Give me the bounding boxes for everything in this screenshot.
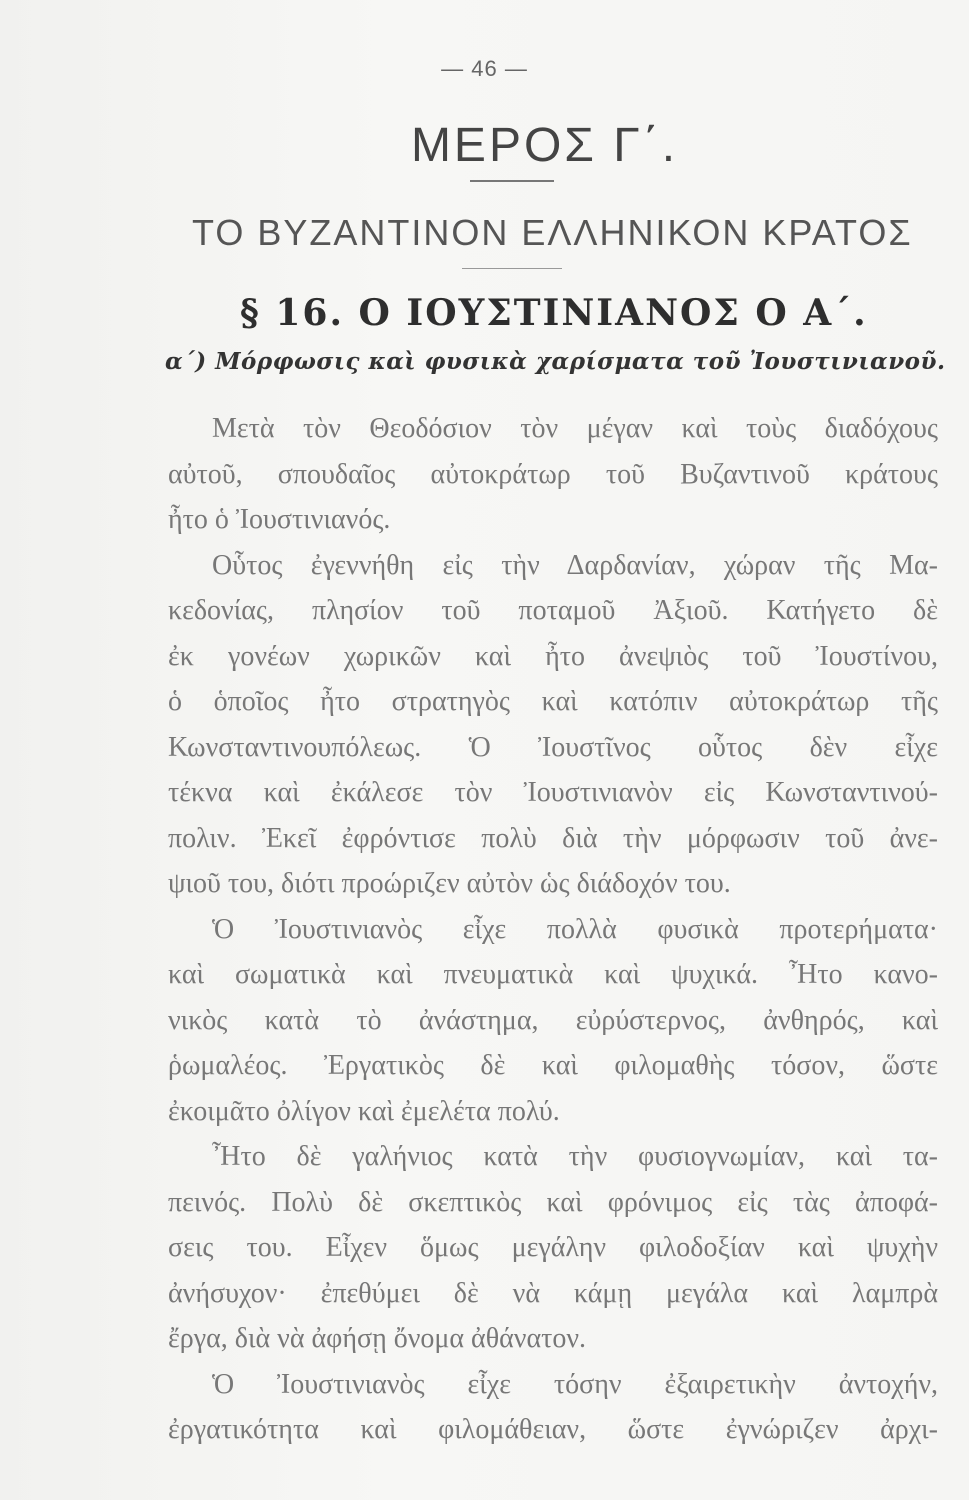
section-heading: § 16. Ο ΙΟΥΣΤΙΝΙΑΝΟΣ Ο Α΄. (240, 292, 868, 334)
text-line: ὁ ὁποῖος ἦτο στρατηγὸς καὶ κατόπιν αὐτοκράτωρ τῆς (168, 686, 938, 717)
text-line: ἐργατικότητα καὶ φιλομάθειαν, ὥστε ἐγνώριζεν ἀρχι- (168, 1414, 938, 1445)
text-line: ἀνήσυχον· ἐπεθύμει δὲ νὰ κάμῃ μεγάλα καὶ λαμπρὰ (168, 1277, 938, 1309)
text-line: αὐτοῦ, σπουδαῖος αὐτοκράτωρ τοῦ Βυζαντινοῦ κράτους (168, 458, 938, 490)
chapter-divider (462, 268, 562, 269)
text-line: πολιν. Ἐκεῖ ἐφρόντισε πολὺ διὰ τὴν μόρφωσιν τοῦ ἀνε- (168, 822, 938, 854)
text-line: Ὁ Ἰουστινιανὸς εἶχε πολλὰ φυσικὰ προτερήματα· (212, 913, 938, 945)
part-title: ΜΕΡΟΣ Γ΄. (410, 119, 679, 172)
text-line: Οὗτος ἐγεννήθη εἰς τὴν Δαρδανίαν, χώραν τῆς Μα- (212, 549, 938, 581)
text-line: κεδονίας, πλησίον τοῦ ποταμοῦ Ἀξιοῦ. Κατήγετο δὲ (168, 595, 938, 626)
body-text (168, 406, 938, 1453)
text-line: τέκνα καὶ ἐκάλεσε τὸν Ἰουστινιανὸν εἰς Κωνσταντινού- (168, 777, 938, 808)
chapter-title: ΤΟ ΒΥΖΑΝΤΙΝΟΝ ΕΛΛΗΝΙΚΟΝ ΚΡΑΤΟΣ (192, 212, 913, 253)
text-line: Ὁ Ἰουστινιανὸς εἶχε τόσην ἐξαιρετικὴν ἀντοχήν, (212, 1368, 938, 1400)
text-line: Ἦτο δὲ γαλήνιος κατὰ τὴν φυσιογνωμίαν, καὶ τα- (212, 1141, 938, 1172)
text-line: ἐκοιμᾶτο ὀλίγον καὶ ἐμελέτα πολύ. (168, 1095, 560, 1127)
text-line: Κωνσταντινουπόλεως. Ὁ Ἰουστῖνος οὗτος δὲν εἶχε (168, 731, 938, 763)
text-line: ἦτο ὁ Ἰουστινιανός. (168, 504, 391, 535)
text-line: καὶ σωματικὰ καὶ πνευματικὰ καὶ ψυχικά. Ἦτο κανο- (168, 959, 938, 990)
page-number: — 46 — (441, 56, 528, 81)
text-line: ἐκ γονέων χωρικῶν καὶ ἦτο ἀνεψιὸς τοῦ Ἰουστίνου, (168, 640, 938, 672)
text-line: ἔργα, διὰ νὰ ἀφήσῃ ὄνομα ἀθάνατον. (168, 1323, 587, 1354)
text-line: πεινός. Πολὺ δὲ σκεπτικὸς καὶ φρόνιμος εἰς τὰς ἀποφά- (168, 1186, 938, 1218)
title-divider (470, 180, 554, 182)
text-line: νικὸς κατὰ τὸ ἀνάστημα, εὐρύστερνος, ἀνθηρός, καὶ (168, 1004, 938, 1036)
text-line: σεις του. Εἶχεν ὅμως μεγάλην φιλοδοξίαν καὶ ψυχὴν (168, 1232, 938, 1263)
text-line: Μετὰ τὸν Θεοδόσιον τὸν μέγαν καὶ τοὺς διαδόχους (212, 413, 938, 444)
text-line: ψιοῦ του, διότι προώριζεν αὐτὸν ὡς διάδοχόν του. (168, 868, 731, 899)
text-line: ῥωμαλέος. Ἐργατικὸς δὲ καὶ φιλομαθὴς τόσον, ὥστε (168, 1050, 938, 1081)
subsection-heading: α΄) Μόρφωσις καὶ φυσικὰ χαρίσματα τοῦ Ἰουστινιανοῦ. (165, 348, 946, 375)
